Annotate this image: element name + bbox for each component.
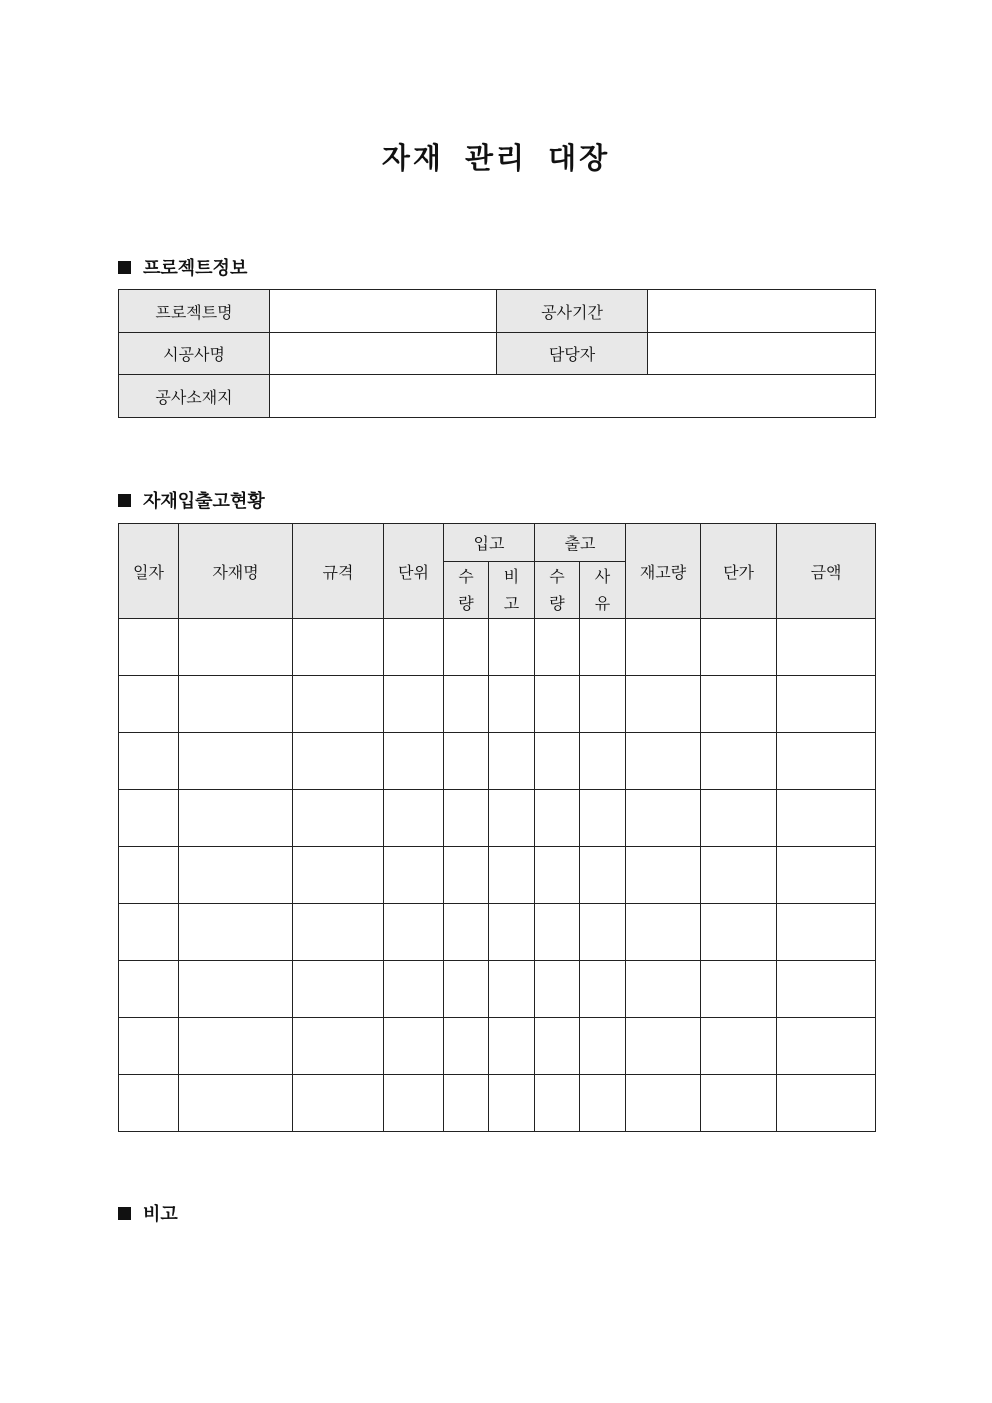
cell-unit[interactable] [384, 676, 444, 733]
cell-out-qty[interactable] [535, 790, 580, 847]
cell-amount[interactable] [777, 961, 876, 1018]
cell-date[interactable] [119, 676, 179, 733]
cell-out-qty[interactable] [535, 733, 580, 790]
cell-spec[interactable] [293, 733, 384, 790]
table-row [119, 733, 876, 790]
page-title: 자재 관리 대장 [381, 141, 611, 175]
cell-stock[interactable] [626, 847, 701, 904]
contractor-value[interactable] [270, 333, 497, 375]
cell-date[interactable] [119, 847, 179, 904]
table-row [119, 676, 876, 733]
table-row [119, 961, 876, 1018]
cell-in-note[interactable] [489, 847, 535, 904]
header-in-note-char1: 비 [503, 567, 520, 586]
header-stock: 재고량 [626, 524, 701, 619]
cell-unit-price[interactable] [701, 733, 777, 790]
cell-unit-price[interactable] [701, 904, 777, 961]
cell-material[interactable] [179, 1075, 293, 1132]
header-date: 일자 [119, 524, 179, 619]
cell-stock[interactable] [626, 961, 701, 1018]
cell-unit[interactable] [384, 847, 444, 904]
table-row [119, 1018, 876, 1075]
cell-spec[interactable] [293, 847, 384, 904]
cell-date[interactable] [119, 790, 179, 847]
cell-in-note[interactable] [489, 1018, 535, 1075]
cell-amount[interactable] [777, 847, 876, 904]
material-table [118, 523, 876, 1132]
header-in-note [489, 562, 535, 619]
cell-in-note[interactable] [489, 904, 535, 961]
table-row [119, 790, 876, 847]
cell-unit[interactable] [384, 790, 444, 847]
cell-unit-price[interactable] [701, 1075, 777, 1132]
cell-spec[interactable] [293, 1018, 384, 1075]
cell-stock[interactable] [626, 733, 701, 790]
manager-label: 담당자 [497, 333, 648, 375]
project-name-label: 프로젝트명 [119, 290, 270, 333]
cell-material[interactable] [179, 961, 293, 1018]
cell-in-qty[interactable] [444, 619, 489, 676]
cell-out-qty[interactable] [535, 904, 580, 961]
cell-amount[interactable] [777, 676, 876, 733]
project-name-value[interactable] [270, 290, 497, 333]
cell-unit-price[interactable] [701, 790, 777, 847]
cell-unit[interactable] [384, 733, 444, 790]
header-out-qty [535, 562, 580, 619]
header-unit: 단위 [384, 524, 444, 619]
cell-spec[interactable] [293, 676, 384, 733]
cell-date[interactable] [119, 1018, 179, 1075]
cell-spec[interactable] [293, 1075, 384, 1132]
location-value[interactable] [270, 375, 876, 418]
header-out-qty-char2: 량 [549, 594, 565, 613]
square-bullet-icon [118, 494, 131, 507]
header-in-qty-char1: 수 [458, 567, 474, 586]
cell-unit[interactable] [384, 1018, 444, 1075]
cell-amount[interactable] [777, 733, 876, 790]
cell-date[interactable] [119, 904, 179, 961]
cell-stock[interactable] [626, 1075, 701, 1132]
cell-stock[interactable] [626, 1018, 701, 1075]
cell-material[interactable] [179, 619, 293, 676]
header-outbound: 출고 [535, 524, 626, 562]
project-info-heading [118, 254, 247, 280]
notes-heading-text: 비고 [143, 1204, 178, 1225]
header-unit-price: 단가 [701, 524, 777, 619]
cell-unit-price[interactable] [701, 676, 777, 733]
cell-in-note[interactable] [489, 961, 535, 1018]
cell-out-reason[interactable] [580, 619, 626, 676]
manager-value[interactable] [648, 333, 876, 375]
cell-stock[interactable] [626, 619, 701, 676]
cell-date[interactable] [119, 961, 179, 1018]
cell-unit[interactable] [384, 1075, 444, 1132]
cell-out-reason[interactable] [580, 676, 626, 733]
cell-out-reason[interactable] [580, 1075, 626, 1132]
square-bullet-icon [118, 1207, 131, 1220]
header-out-reason [580, 562, 626, 619]
cell-material[interactable] [179, 733, 293, 790]
cell-spec[interactable] [293, 961, 384, 1018]
cell-in-qty[interactable] [444, 847, 489, 904]
cell-spec[interactable] [293, 904, 384, 961]
cell-out-qty[interactable] [535, 676, 580, 733]
square-bullet-icon [118, 261, 131, 274]
cell-material[interactable] [179, 790, 293, 847]
header-material: 자재명 [179, 524, 293, 619]
cell-in-note[interactable] [489, 619, 535, 676]
cell-in-qty[interactable] [444, 676, 489, 733]
cell-unit[interactable] [384, 961, 444, 1018]
period-value[interactable] [648, 290, 876, 333]
cell-stock[interactable] [626, 904, 701, 961]
contractor-label: 시공사명 [119, 333, 270, 375]
header-amount: 금액 [777, 524, 876, 619]
cell-amount[interactable] [777, 904, 876, 961]
cell-amount[interactable] [777, 1018, 876, 1075]
location-label: 공사소재지 [119, 375, 270, 418]
table-row [119, 1075, 876, 1132]
cell-in-qty[interactable] [444, 961, 489, 1018]
cell-in-qty[interactable] [444, 1018, 489, 1075]
header-out-qty-char1: 수 [549, 567, 565, 586]
cell-unit-price[interactable] [701, 1018, 777, 1075]
cell-in-note[interactable] [489, 790, 535, 847]
header-spec: 규격 [293, 524, 384, 619]
cell-unit-price[interactable] [701, 619, 777, 676]
cell-out-reason[interactable] [580, 790, 626, 847]
table-row [119, 847, 876, 904]
cell-out-qty[interactable] [535, 619, 580, 676]
header-in-qty-char2: 량 [458, 594, 474, 613]
cell-out-qty[interactable] [535, 847, 580, 904]
table-row [119, 619, 876, 676]
cell-in-note[interactable] [489, 733, 535, 790]
cell-material[interactable] [179, 904, 293, 961]
cell-in-qty[interactable] [444, 1075, 489, 1132]
cell-stock[interactable] [626, 676, 701, 733]
cell-out-reason[interactable] [580, 847, 626, 904]
cell-unit-price[interactable] [701, 847, 777, 904]
cell-material[interactable] [179, 676, 293, 733]
cell-spec[interactable] [293, 619, 384, 676]
cell-amount[interactable] [777, 1075, 876, 1132]
cell-date[interactable] [119, 1075, 179, 1132]
cell-amount[interactable] [777, 619, 876, 676]
cell-date[interactable] [119, 733, 179, 790]
cell-in-qty[interactable] [444, 733, 489, 790]
cell-material[interactable] [179, 1018, 293, 1075]
material-heading [118, 487, 265, 513]
header-in-qty [444, 562, 489, 619]
header-in-note-char2: 고 [503, 594, 520, 613]
cell-unit-price[interactable] [701, 961, 777, 1018]
cell-in-qty[interactable] [444, 790, 489, 847]
cell-out-reason[interactable] [580, 904, 626, 961]
project-info-heading-text: 프로젝트정보 [143, 258, 248, 279]
cell-in-qty[interactable] [444, 904, 489, 961]
cell-amount[interactable] [777, 790, 876, 847]
cell-out-reason[interactable] [580, 961, 626, 1018]
period-label: 공사기간 [497, 290, 648, 333]
cell-unit[interactable] [384, 904, 444, 961]
cell-stock[interactable] [626, 790, 701, 847]
cell-material[interactable] [179, 847, 293, 904]
cell-date[interactable] [119, 619, 179, 676]
cell-in-note[interactable] [489, 1075, 535, 1132]
cell-unit[interactable] [384, 619, 444, 676]
cell-in-note[interactable] [489, 676, 535, 733]
project-info-table [118, 289, 876, 418]
cell-out-qty[interactable] [535, 1075, 580, 1132]
cell-spec[interactable] [293, 790, 384, 847]
cell-out-qty[interactable] [535, 961, 580, 1018]
table-row [119, 904, 876, 961]
cell-out-reason[interactable] [580, 1018, 626, 1075]
header-out-reason-char2: 유 [594, 594, 611, 613]
cell-out-reason[interactable] [580, 733, 626, 790]
header-out-reason-char1: 사 [594, 567, 611, 586]
notes-heading [118, 1200, 178, 1226]
cell-out-qty[interactable] [535, 1018, 580, 1075]
material-heading-text: 자재입출고현황 [143, 491, 265, 512]
header-inbound: 입고 [444, 524, 535, 562]
